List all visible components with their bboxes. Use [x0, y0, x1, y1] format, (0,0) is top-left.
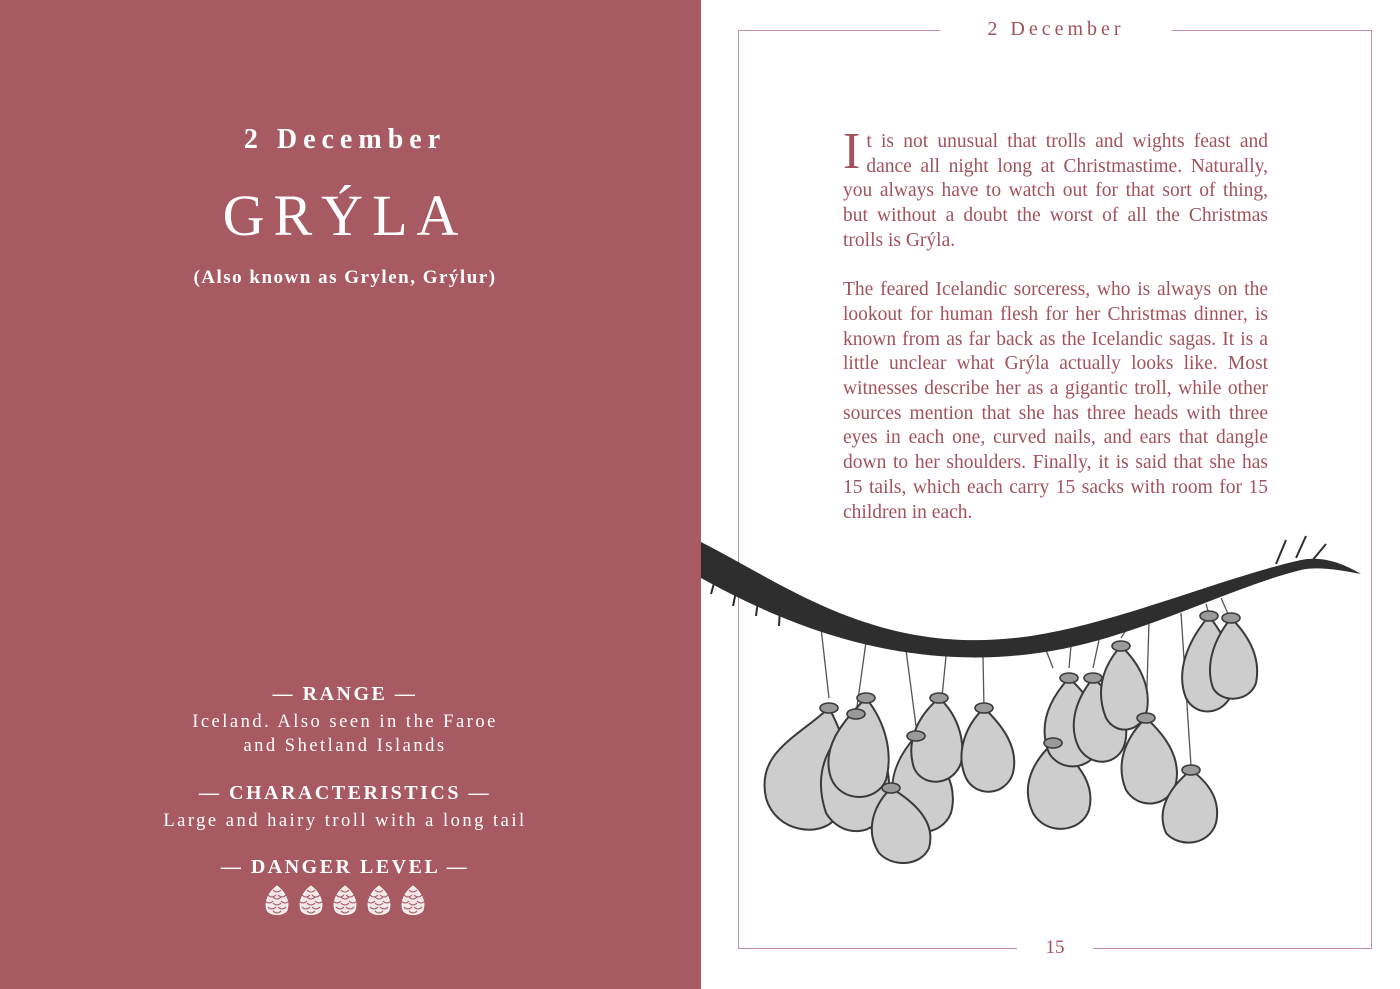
alternate-names: (Also known as Grylen, Grýlur) — [193, 267, 497, 288]
pinecone-icon — [365, 884, 393, 918]
range-value-line2: and Shetland Islands — [243, 736, 447, 756]
date-heading: 2 December — [243, 124, 447, 155]
pinecone-icon — [263, 884, 291, 918]
drop-cap: I — [843, 123, 861, 180]
range-value-line1: Iceland. Also seen in the Faroe — [192, 712, 498, 732]
characteristics-heading: — CHARACTERISTICS — — [199, 782, 491, 804]
pinecone-icon — [331, 884, 359, 918]
body-text — [843, 123, 1268, 550]
range-heading: — RANGE — — [272, 683, 418, 705]
danger-level-rating — [0, 884, 690, 918]
characteristics-value: Large and hairy troll with a long tail — [163, 811, 527, 831]
pinecone-icon — [297, 884, 325, 918]
sack — [962, 708, 1015, 792]
pinecone-icon — [399, 884, 427, 918]
danger-level-heading: — DANGER LEVEL — — [220, 856, 470, 878]
troll-tail-illustration — [701, 518, 1371, 868]
troll-tail — [701, 542, 1361, 657]
paragraph-1-text: t is not unusual that trolls and wights feast and dance all night long at Christmastime. Naturally, you always have to watch out for that sort of thing, but without a doubt the worst of all the Christmas trolls is Grýla. — [843, 131, 1268, 251]
creature-title: GRÝLA — [222, 183, 468, 248]
paragraph-2: The feared Icelandic sorceress, who is always on the lookout for human flesh for her Christmas dinner, is known from as far back as the Icelandic sagas. It is a little unclear what Grýla actually looks like. Most witnesses describe her as a gigantic troll, while other sources mention that she has three heads with three eyes in each one, curved nails, and ears that dangle down to her shoulders. Finally, it is said that she has 15 tails, which each carry 15 sacks with room for 15 children in each. — [843, 279, 1268, 523]
sack — [1122, 718, 1177, 804]
page-number: 15 — [1017, 937, 1093, 959]
paragraph-1 — [843, 123, 1268, 254]
running-header: 2 December — [940, 18, 1172, 41]
